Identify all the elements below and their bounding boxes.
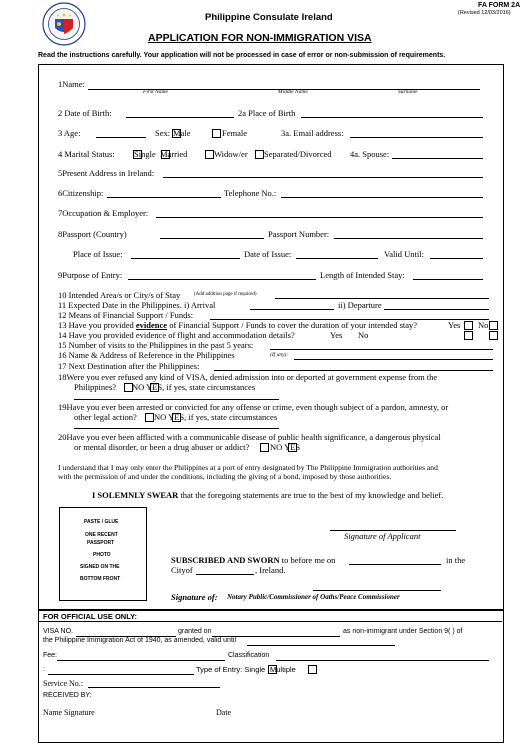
q6-citizenship-label: 6Citizenship: bbox=[58, 188, 104, 198]
q13-yes-label: Yes bbox=[448, 320, 461, 330]
middle-name-caption: Middle Name bbox=[278, 89, 308, 95]
swear-rest-text: that the foregoing statements are true to the best of my knowledge and belief. bbox=[178, 490, 444, 500]
telephone-input[interactable] bbox=[281, 197, 483, 198]
q19-arrested-label: 19Have you ever been arrested or convicted for any offense or crime, even though subject of a pardon, amnesty, or bbox=[58, 402, 449, 412]
male-label: Male bbox=[173, 128, 191, 138]
photo-line-6: BOTTOM FRONT bbox=[80, 576, 121, 582]
widow-checkbox[interactable] bbox=[205, 150, 214, 159]
married-label: Married bbox=[160, 149, 188, 159]
departure-input[interactable] bbox=[384, 309, 489, 310]
classification-input[interactable] bbox=[276, 660, 489, 661]
q13-evidence-word: evidence bbox=[135, 320, 168, 330]
solemn-swear-statement bbox=[92, 490, 443, 500]
colon-input[interactable] bbox=[48, 674, 194, 675]
subscribed-sworn-text bbox=[171, 555, 335, 565]
email-input[interactable] bbox=[350, 137, 483, 138]
q14-flight-label: 14 Have you provided evidence of flight and accommodation details? bbox=[58, 330, 295, 340]
q7-occupation-label: 7Occupation & Employer: bbox=[58, 208, 149, 218]
widow-label: Widow/er bbox=[214, 149, 248, 159]
signature-of-label: Signature of: bbox=[171, 592, 218, 602]
female-checkbox[interactable] bbox=[212, 129, 221, 138]
q16-reference-label: 16 Name & Address of Reference in the Philippines bbox=[58, 350, 235, 360]
visa-no-label: VISA NO. bbox=[43, 628, 73, 635]
date-issue-label: Date of Issue: bbox=[244, 249, 292, 259]
separated-label: Separated/Divorced bbox=[264, 149, 332, 159]
revised-date: (Revised 12/03/2016) bbox=[458, 10, 511, 16]
consulate-name: Philippine Consulate Ireland bbox=[205, 12, 333, 23]
photo-line-4: PHOTO bbox=[93, 552, 111, 558]
q12-funds-label: 12 Means of Financial Support / Funds: bbox=[58, 310, 194, 320]
subscribed-bold-text: SUBSCRIBED AND SWORN bbox=[171, 555, 280, 565]
form-code: FA FORM 2A bbox=[478, 2, 521, 9]
departure-label: ii) Departure bbox=[338, 300, 382, 310]
q9-purpose-label: 9Purpose of Entry: bbox=[58, 270, 123, 280]
q4-marital-label: 4 Marital Status: bbox=[58, 149, 115, 159]
received-by-label: RECEIVED BY: bbox=[43, 692, 92, 699]
q13-no-label: No bbox=[478, 320, 489, 330]
q13-evidence-label bbox=[58, 320, 417, 330]
arrival-input[interactable] bbox=[250, 309, 334, 310]
passport-number-input[interactable] bbox=[334, 238, 483, 239]
q4a-spouse-label: 4a. Spouse: bbox=[350, 149, 390, 159]
q17-destination-label: 17 Next Destination after the Philippines: bbox=[58, 361, 200, 371]
fee-label: Fee: bbox=[43, 652, 58, 659]
q15-visits-label: 15 Number of visits to the Philippines in the past 5 years: bbox=[58, 340, 254, 350]
occupation-input[interactable] bbox=[156, 217, 483, 218]
spouse-input[interactable] bbox=[392, 158, 483, 159]
q19-legal-label: other legal action? bbox=[74, 412, 137, 422]
valid-until-input[interactable] bbox=[430, 258, 483, 259]
section-label: as non-immigrant under Section 9( ) of bbox=[343, 628, 463, 635]
q18-philippines-label: Philippines? bbox=[74, 382, 117, 392]
granted-on-label: granted on bbox=[178, 628, 212, 635]
declaration-line-1: I understand that I may only enter the Philippines at a port of entry designated by The Philippine Immigration authorities and bbox=[58, 463, 438, 472]
date-issue-input[interactable] bbox=[296, 258, 378, 259]
q10-area-label: 10 Intended Area/s or City/s of Stay bbox=[58, 290, 181, 300]
surname-caption: Surname bbox=[398, 89, 418, 95]
area-input[interactable] bbox=[275, 298, 489, 299]
q14-no-label: No bbox=[358, 330, 369, 340]
sworn-date-input[interactable] bbox=[349, 564, 441, 565]
notary-signature-input[interactable] bbox=[313, 590, 441, 591]
place-issue-label: Place of Issue: bbox=[73, 249, 123, 259]
q13-yes-checkbox[interactable] bbox=[464, 321, 473, 330]
pob-input[interactable] bbox=[301, 117, 483, 118]
q19-circumstances-input[interactable] bbox=[74, 428, 279, 429]
date-label: Date bbox=[216, 708, 232, 717]
passport-country-input[interactable] bbox=[160, 238, 264, 239]
valid-until-label: Valid Until: bbox=[384, 249, 424, 259]
photo-line-5: SIGNED ON THE bbox=[80, 564, 120, 570]
visits-input[interactable] bbox=[270, 349, 493, 350]
photo-line-3: PASSPORT bbox=[87, 540, 115, 546]
q13-post: of Financial Support / Funds to cover the duration of your intended stay? bbox=[167, 320, 418, 330]
age-input[interactable] bbox=[96, 137, 146, 138]
official-heading-rule bbox=[39, 621, 502, 622]
q11-arrival-label: 11 Expected Date in the Philippines. i) Arrival bbox=[58, 300, 216, 310]
service-no-input[interactable] bbox=[88, 687, 220, 688]
q3-age-label: 3 Age: bbox=[58, 128, 81, 138]
address-input[interactable] bbox=[163, 177, 483, 178]
q18-refused-label: 18Were you ever refused any kind of VISA, denied admission into or deported at government expense from the bbox=[58, 372, 438, 382]
sex-label: Sex: bbox=[155, 128, 171, 138]
multiple-entry-checkbox[interactable] bbox=[308, 665, 317, 674]
valid-until-official-input[interactable] bbox=[247, 645, 395, 646]
swear-bold-text: I SOLEMNLY SWEAR bbox=[92, 490, 179, 500]
destination-input[interactable] bbox=[214, 370, 493, 371]
classification-label: Classification bbox=[228, 652, 270, 659]
q5-address-label: 5Present Address in Ireland: bbox=[58, 168, 155, 178]
single-label: Single bbox=[134, 149, 156, 159]
notary-label: Notary Public/Commissioner of Oaths/Peace Commissioner bbox=[227, 593, 400, 601]
q20-disease-label: 20Have you ever been afflicted with a communicable disease of public health significance, a dangerous physical bbox=[58, 432, 441, 442]
multiple-label: Multiple bbox=[270, 665, 296, 674]
immigration-act-label: the Philippine Immigration Act of 1940, as amended, valid until bbox=[43, 637, 237, 644]
q18-answer-label: NO YES, if yes, state circumstances bbox=[132, 382, 256, 392]
q2a-pob-label: 2a Place of Birth bbox=[238, 108, 296, 118]
subscribed-rest-text: to before me on bbox=[279, 555, 336, 565]
city-of-label: Cityof bbox=[171, 565, 193, 575]
q20-no-checkbox[interactable] bbox=[260, 443, 269, 452]
type-entry-label: Type of Entry: Single bbox=[196, 665, 266, 674]
q20-answer-label: NO YES bbox=[270, 442, 301, 452]
female-label: Female bbox=[222, 128, 248, 138]
instructions-text: Read the instructions carefully. Your application will not be processed in case of error or non-submission of requirements. bbox=[38, 52, 446, 59]
photo-line-1: PASTE / GLUE bbox=[84, 519, 119, 525]
q18-circumstances-input[interactable] bbox=[74, 399, 279, 400]
dob-input[interactable] bbox=[126, 117, 234, 118]
photo-line-2: ONE RECENT bbox=[85, 532, 118, 538]
form-title: APPLICATION FOR NON-IMMIGRATION VISA bbox=[148, 32, 372, 44]
city-input[interactable] bbox=[196, 574, 254, 575]
passport-number-label: Passport Number: bbox=[268, 229, 330, 239]
separated-checkbox[interactable] bbox=[255, 150, 264, 159]
ireland-label: , Ireland. bbox=[255, 565, 286, 575]
q19-no-checkbox[interactable] bbox=[145, 413, 154, 422]
q14-yes-label: Yes bbox=[330, 330, 343, 340]
q1-name-label: 1Name: bbox=[58, 79, 85, 89]
in-the-label: in the bbox=[446, 555, 466, 565]
declaration-line-2: with the permission of and under the conditions, including the giving of a bond, imposed by those authorities. bbox=[58, 472, 392, 481]
q20-disorder-label: or mental disorder, or been a drug abuser or addict? bbox=[74, 442, 250, 452]
first-name-caption: First Name bbox=[143, 89, 168, 95]
fee-input[interactable] bbox=[57, 660, 225, 661]
reference-input[interactable] bbox=[294, 359, 493, 360]
q8-passport-label: 8Passport (Country) bbox=[58, 229, 127, 239]
signature-label: Signature bbox=[64, 708, 95, 717]
name-label: Name bbox=[43, 708, 63, 717]
applicant-signature-label: Signature of Applicant bbox=[344, 531, 421, 541]
q2-dob-label: 2 Date of Birth: bbox=[58, 108, 112, 118]
official-use-heading: FOR OFFICIAL USE ONLY: bbox=[43, 612, 138, 621]
q14-yes-checkbox[interactable] bbox=[464, 331, 473, 340]
q3a-email-label: 3a. Email address: bbox=[281, 128, 344, 138]
purpose-input[interactable] bbox=[128, 279, 316, 280]
q13-pre: 13 Have you provided bbox=[58, 320, 136, 330]
q19-answer-label: NO YES, if yes, state circumstances bbox=[154, 412, 278, 422]
length-stay-input[interactable] bbox=[413, 279, 483, 280]
colon-label: : bbox=[43, 666, 45, 673]
q16-note: (If any): bbox=[270, 352, 289, 358]
citizenship-input[interactable] bbox=[107, 197, 221, 198]
q10-note: (Add addition page if required) bbox=[194, 292, 257, 297]
length-stay-label: Length of Intended Stay: bbox=[320, 270, 405, 280]
q14-no-checkbox[interactable] bbox=[489, 331, 498, 340]
philippine-seal bbox=[42, 2, 86, 46]
place-issue-input[interactable] bbox=[131, 258, 240, 259]
telephone-label: Telephone No.: bbox=[224, 188, 277, 198]
q13-no-checkbox[interactable] bbox=[489, 321, 498, 330]
service-no-label: Service No.: bbox=[43, 679, 83, 688]
